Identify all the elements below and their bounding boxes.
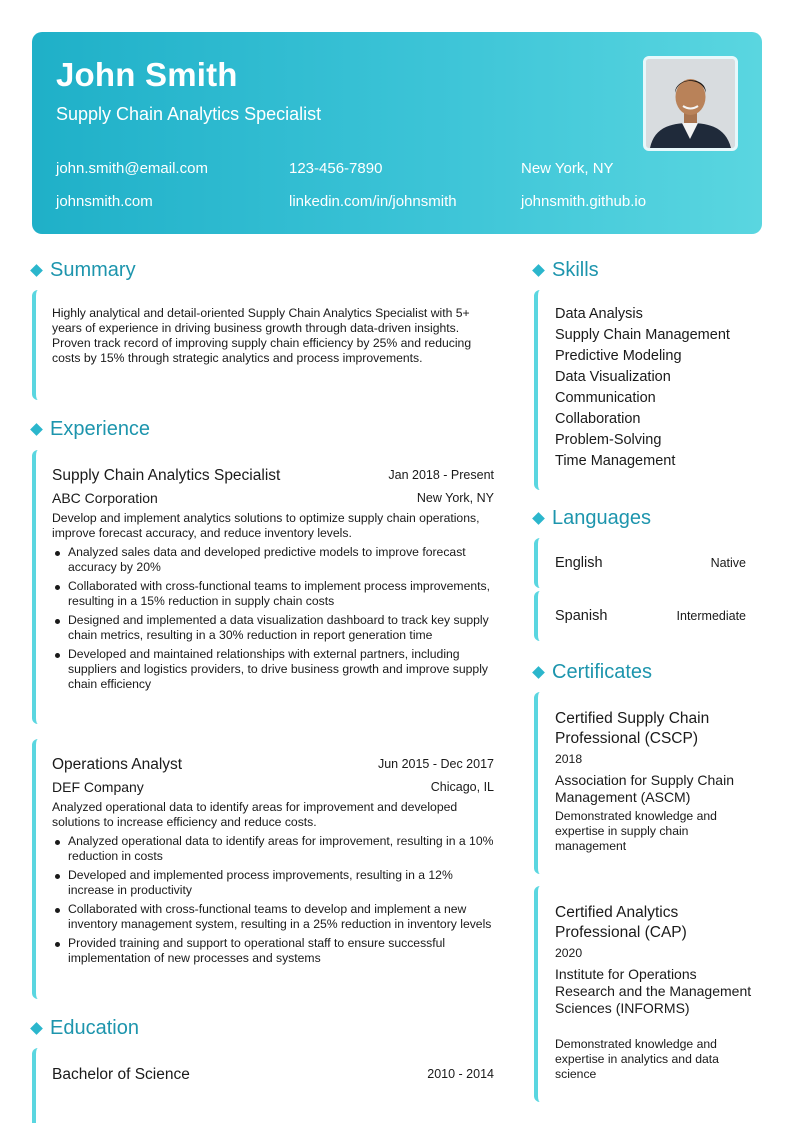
section-title: Education	[50, 1017, 139, 1039]
job-title: Operations Analyst	[52, 756, 183, 773]
contact-website[interactable]: johnsmith.com	[56, 193, 153, 210]
language-accent-bar	[534, 538, 540, 588]
job-company: DEF Company	[52, 779, 144, 795]
language-accent-bar	[534, 591, 540, 641]
diamond-bullet-icon	[532, 666, 545, 679]
section-title: Skills	[552, 259, 599, 281]
job-bullet: Collaborated with cross-functional teams to implement process improvements, resulting in a 15% reduction in supply chain costs	[52, 579, 496, 609]
resume-header	[32, 32, 762, 234]
job-title: Supply Chain Analytics Specialist	[52, 467, 281, 484]
language-level: Intermediate	[676, 609, 746, 623]
job-bullet: Collaborated with cross-functional teams to develop and implement a new inventory management system, resulting in a 25% reduction in inventory levels	[52, 902, 496, 932]
certificate-accent-bar	[534, 692, 540, 874]
education-dates: 2010 - 2014	[427, 1067, 494, 1081]
person-avatar-icon	[646, 59, 735, 148]
job-bullet: Analyzed operational data to identify areas for improvement, resulting in a 10% reduction in costs	[52, 834, 496, 864]
diamond-bullet-icon	[30, 1022, 43, 1035]
job-bullet: Analyzed sales data and developed predictive models to improve forecast accuracy by 20%	[52, 545, 496, 575]
skill-item: Collaboration	[555, 411, 641, 427]
job-description: Develop and implement analytics solutions to optimize supply chain operations, improve forecast accuracy, and reduce inventory levels.	[52, 511, 480, 540]
contact-email[interactable]: john.smith@email.com	[56, 160, 208, 177]
contact-phone[interactable]: 123-456-7890	[289, 160, 383, 177]
summary-text: Highly analytical and detail-oriented Supply Chain Analytics Specialist with 5+ years of experience in driving business growth through data-driven insights. Proven track record of improving supply chain efficiency by 25% and reducing costs by 15% through strategic analytics and process improvements.	[52, 306, 472, 365]
diamond-bullet-icon	[30, 264, 43, 277]
skill-item: Supply Chain Management	[555, 327, 730, 343]
skills-accent-bar	[534, 290, 540, 490]
skill-item: Data Visualization	[555, 369, 671, 385]
job-dates: Jan 2018 - Present	[388, 468, 494, 482]
certificates-heading	[534, 661, 652, 684]
section-title: Experience	[50, 418, 151, 440]
job-location: Chicago, IL	[430, 780, 494, 794]
diamond-bullet-icon	[532, 512, 545, 525]
language-name: Spanish	[555, 608, 608, 624]
diamond-bullet-icon	[532, 264, 545, 277]
summary-accent-bar	[32, 290, 38, 400]
contact-github[interactable]: johnsmith.github.io	[521, 193, 647, 210]
skill-item: Predictive Modeling	[555, 348, 682, 364]
skill-item: Communication	[555, 390, 656, 406]
candidate-name: John Smith	[56, 56, 238, 93]
job-description: Analyzed operational data to identify areas for improvement and developed solutions to increase efficiency and reduce costs.	[52, 800, 458, 829]
job-accent-bar	[32, 739, 38, 999]
language-name: English	[555, 555, 603, 571]
certificate-issuer: Institute for Operations Research and the Management Sciences (INFORMS)	[555, 966, 752, 1016]
job-bullet-list	[52, 545, 496, 696]
skill-item: Time Management	[555, 453, 676, 469]
diamond-bullet-icon	[30, 423, 43, 436]
education-degree: Bachelor of Science	[52, 1066, 190, 1083]
job-bullet-list	[52, 834, 496, 970]
skill-item: Problem-Solving	[555, 432, 662, 448]
contact-location: New York, NY	[521, 160, 614, 177]
education-heading	[32, 1017, 139, 1040]
section-title: Certificates	[552, 661, 653, 683]
section-title: Languages	[552, 507, 651, 529]
skills-heading	[534, 259, 599, 282]
experience-heading	[32, 418, 150, 441]
profile-photo	[643, 56, 738, 151]
job-bullet: Developed and implemented process improvements, resulting in a 12% increase in productivity	[52, 868, 496, 898]
candidate-title: Supply Chain Analytics Specialist	[56, 104, 322, 124]
certificate-description: Demonstrated knowledge and expertise in supply chain management	[555, 809, 717, 853]
job-location: New York, NY	[416, 491, 494, 505]
languages-heading	[534, 507, 651, 530]
job-company: ABC Corporation	[52, 490, 158, 506]
job-bullet: Designed and implemented a data visualization dashboard to track key supply chain metrics, resulting in a 30% reduction in report generation time	[52, 613, 496, 643]
job-accent-bar	[32, 450, 38, 724]
summary-heading	[32, 259, 136, 282]
job-bullet: Provided training and support to operational staff to ensure successful implementation of new processes and systems	[52, 936, 496, 966]
language-level: Native	[710, 556, 746, 570]
job-bullet: Developed and maintained relationships with external partners, including suppliers and logistics providers, to drive business growth and improve supply chain efficiency	[52, 647, 496, 692]
certificate-name: Certified Supply Chain Professional (CSCP)	[555, 710, 710, 747]
certificate-description: Demonstrated knowledge and expertise in analytics and data science	[555, 1037, 719, 1081]
certificate-name: Certified Analytics Professional (CAP)	[555, 904, 687, 941]
skills-list	[555, 304, 730, 472]
education-accent-bar	[32, 1048, 38, 1123]
certificate-accent-bar	[534, 886, 540, 1102]
certificate-year: 2018	[555, 752, 583, 766]
skill-item: Data Analysis	[555, 306, 643, 322]
job-dates: Jun 2015 - Dec 2017	[377, 757, 494, 771]
certificate-issuer: Association for Supply Chain Management (ASCM)	[555, 772, 734, 805]
certificate-year: 2020	[555, 946, 583, 960]
section-title: Summary	[50, 259, 136, 281]
contact-linkedin[interactable]: linkedin.com/in/johnsmith	[289, 193, 457, 210]
